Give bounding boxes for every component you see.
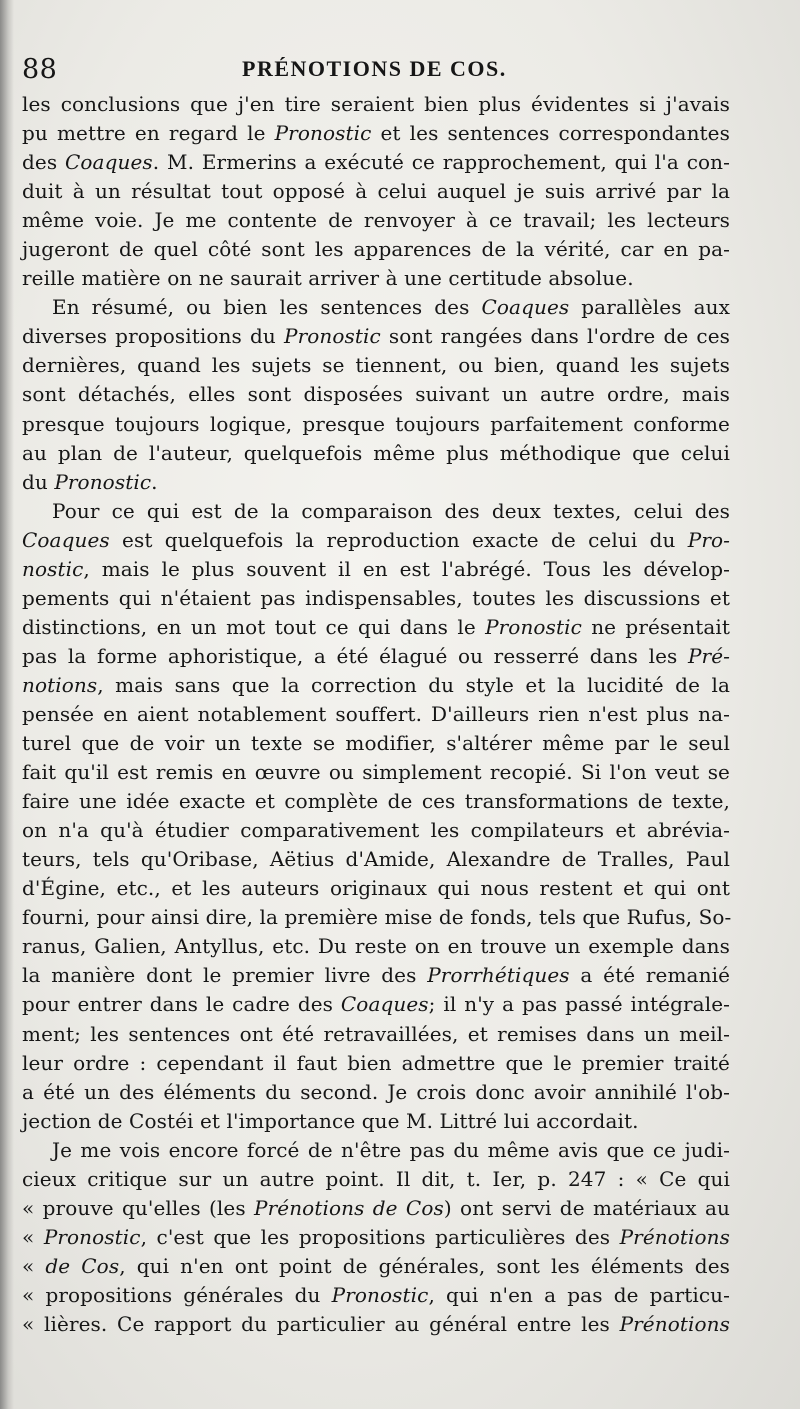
text-line [22, 671, 730, 700]
text-span: jugeront de quel côté sont les apparences de la vérité, car en pa- [22, 237, 730, 262]
text-span: pu mettre en regard le [22, 121, 275, 146]
text-line [22, 1020, 730, 1049]
text-span: au plan de l'auteur, quelquefois même plus méthodique que celui [22, 440, 730, 465]
text-line [22, 990, 730, 1019]
text-span: du [22, 469, 55, 494]
text-line [22, 1281, 730, 1310]
italic-title-span: Pro- [687, 527, 730, 552]
text-line [22, 613, 730, 642]
text-span: on n'a qu'à étudier comparativement les compilateurs et abrévia- [22, 818, 730, 843]
text-span: turel que de voir un texte se modifier, s'altérer même par le seul [22, 731, 730, 756]
text-span: pensée en aient notablement souffert. D'ailleurs rien n'est plus na- [22, 701, 730, 726]
italic-title-span: Pronostic [43, 1224, 141, 1249]
text-span: , mais sans que la correction du style et la lucidité de la [97, 672, 730, 697]
text-line [22, 700, 730, 729]
text-span: a été un des éléments du second. Je crois donc avoir annihilé l'ob- [22, 1079, 730, 1104]
text-span: « lières. Ce rapport du particulier au général entre les [22, 1311, 620, 1336]
text-line [22, 1165, 730, 1194]
text-span: « [22, 1224, 44, 1249]
text-line [22, 497, 730, 526]
text-line [22, 1107, 730, 1136]
text-span: d'Égine, etc., et les auteurs originaux qui nous restent et qui ont [22, 876, 730, 901]
text-line [22, 351, 730, 380]
text-span: sont détachés, elles sont disposées suivant un autre ordre, mais [22, 382, 730, 407]
text-line [22, 119, 730, 148]
text-line [22, 235, 730, 264]
text-span: pas la forme aphoristique, a été élagué ou resserré dans les [22, 643, 688, 668]
text-span: est quelquefois la reproduction exacte de celui du [109, 527, 688, 552]
text-span: jection de Costéi et l'importance que M. Littré lui accordait. [22, 1108, 639, 1133]
italic-title-span: Pronostic [284, 324, 381, 349]
italic-title-span: nostic [22, 556, 84, 581]
text-span: , c'est que les propositions particulières des [140, 1224, 620, 1249]
italic-title-span: Coaques [340, 992, 429, 1017]
text-span: sont rangées dans l'ordre de ces [380, 324, 731, 349]
text-line [22, 1136, 730, 1165]
text-line [22, 468, 730, 497]
text-line [22, 584, 730, 613]
text-span: cieux critique sur un autre point. Il dit, t. Ier, p. 247 : « Ce qui [22, 1166, 730, 1191]
text-line [22, 787, 730, 816]
text-line [22, 439, 730, 468]
text-line [22, 322, 730, 351]
text-span: « propositions générales du [22, 1282, 332, 1307]
italic-title-span: Pré- [687, 643, 730, 668]
text-line [22, 816, 730, 845]
text-span: reille matière on ne saurait arriver à une certitude absolue. [22, 266, 634, 291]
text-line [22, 729, 730, 758]
text-line [22, 1049, 730, 1078]
page-number: 88 [22, 54, 58, 85]
text-span: presque toujours logique, presque toujours parfaitement conforme [22, 411, 730, 436]
italic-title-span: Pronostic [54, 469, 152, 494]
text-span: pour entrer dans le cadre des [22, 992, 341, 1017]
text-line [22, 555, 730, 584]
italic-title-span: Pronostic [485, 614, 582, 639]
text-line [22, 1223, 730, 1252]
text-span: . M. Ermerins a exécuté ce rapprochement, qui l'a con- [152, 150, 730, 175]
text-line [22, 1252, 730, 1281]
text-span: parallèles aux [569, 295, 730, 320]
text-line [22, 642, 730, 671]
text-line [22, 903, 730, 932]
text-span: leur ordre : cependant il faut bien admettre que le premier traité [22, 1050, 730, 1075]
text-line [22, 526, 730, 555]
text-line [22, 264, 730, 293]
text-line [22, 758, 730, 787]
italic-title-span: Prénotions de Cos [254, 1195, 444, 1220]
text-span: la manière dont le premier livre des [22, 963, 428, 988]
text-line [22, 961, 730, 990]
text-span: , qui n'en a pas de particu- [428, 1282, 731, 1307]
text-span: « prouve qu'elles (les [22, 1195, 255, 1220]
running-title: PRÉNOTIONS DE COS. [242, 56, 507, 81]
text-line [22, 410, 730, 439]
text-line [22, 845, 730, 874]
text-line [22, 1078, 730, 1107]
text-line [22, 1310, 730, 1339]
text-line [22, 148, 730, 177]
page-gutter-shadow [0, 0, 14, 1409]
text-span: ; il n'y a pas passé intégrale- [428, 992, 730, 1017]
text-span: , mais le plus souvent il en est l'abrégé. Tous les dévelop- [83, 556, 730, 581]
italic-title-span: Prénotions [619, 1224, 731, 1249]
italic-title-span: notions [22, 672, 98, 697]
italic-title-span: Prénotions [619, 1311, 730, 1336]
text-span: , qui n'en ont point de générales, sont les éléments des [119, 1253, 730, 1278]
text-line [22, 932, 730, 961]
text-span: ne présentait [581, 614, 731, 639]
text-line [22, 206, 730, 235]
text-line [22, 90, 730, 119]
text-span: duit à un résultat tout opposé à celui auquel je suis arrivé par la [22, 179, 730, 204]
text-span: a été remanié [569, 963, 730, 988]
text-span: Pour ce qui est de la comparaison des deux textes, celui des [52, 498, 730, 523]
italic-title-span: Prorrhétiques [427, 963, 570, 988]
text-span: Je me vois encore forcé de n'être pas du même avis que ce judi- [52, 1137, 730, 1162]
text-line [22, 177, 730, 206]
text-span: diverses propositions du [22, 324, 285, 349]
italic-title-span: Pronostic [331, 1282, 429, 1307]
text-span: « [22, 1253, 46, 1278]
italic-title-span: Coaques [65, 150, 153, 175]
text-span: . [151, 469, 158, 494]
text-span: pements qui n'étaient pas indispensables, toutes les discussions et [22, 585, 730, 610]
text-span: faire une idée exacte et complète de ces transformations de texte, [22, 789, 730, 814]
page-header [22, 48, 778, 88]
text-line [22, 293, 730, 322]
body-text [22, 90, 730, 1339]
italic-title-span: Coaques [22, 527, 110, 552]
text-line [22, 874, 730, 903]
text-span: ranus, Galien, Antyllus, etc. Du reste on en trouve un exemple dans [22, 934, 730, 959]
text-span: En résumé, ou bien les sentences des [52, 295, 482, 320]
italic-title-span: de Cos [45, 1253, 120, 1278]
text-span: teurs, tels qu'Oribase, Aëtius d'Amide, Alexandre de Tralles, Paul [22, 847, 730, 872]
text-span: les conclusions que j'en tire seraient bien plus évidentes si j'avais [22, 92, 730, 116]
text-span: ment; les sentences ont été retravaillées, et remises dans un meil- [22, 1021, 730, 1046]
text-span: fait qu'il est remis en œuvre ou simplement recopié. Si l'on veut se [22, 760, 730, 785]
text-span: et les sentences correspondantes [371, 121, 730, 146]
text-span: distinctions, en un mot tout ce qui dans le [22, 614, 486, 639]
italic-title-span: Coaques [481, 295, 570, 320]
text-line [22, 1194, 730, 1223]
text-line [22, 380, 730, 409]
italic-title-span: Pronostic [274, 121, 372, 146]
text-span: même voie. Je me contente de renvoyer à ce travail; les lecteurs [22, 208, 730, 233]
text-span: ) ont servi de matériaux au [443, 1195, 730, 1220]
text-span: des [22, 150, 65, 175]
text-span: fourni, pour ainsi dire, la première mise de fonds, tels que Rufus, So- [22, 905, 732, 930]
text-span: dernières, quand les sujets se tiennent, ou bien, quand les sujets [22, 353, 730, 378]
